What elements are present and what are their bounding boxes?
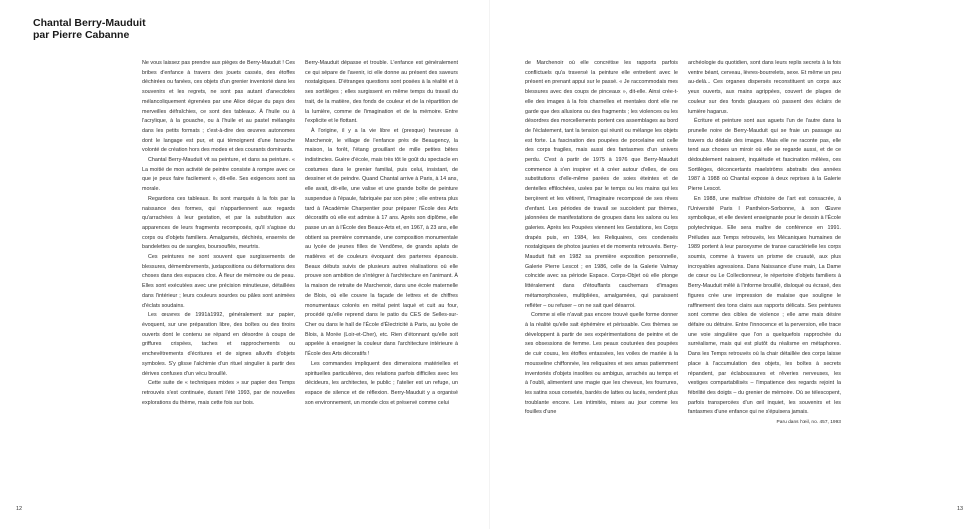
text-column-1	[142, 59, 295, 408]
page-number-right: 13	[957, 506, 964, 512]
paragraph: Les commandes impliquent des dimensions matérielles et spirituelles particulières, des relations parfois difficiles avec les décideurs, les architectes, le public ; l'atelier est un refuge, un espace de silence et de réflexion. Berry-Mauduit y a organisé son environnement, un monde clos et préservé comme celui	[305, 360, 458, 406]
page-number-left: 12	[16, 506, 23, 512]
paragraph: Ne vous laissez pas prendre aux pièges de Berry-Mauduit ! Ces bribes d'enfance à travers des jouets cassés, des étoffes déchirées ou fanées, ces objets d'un grenier inventorié dans les souvenirs et les regrets, ne sont pas autant d'anecdotes mélancoliquement égrenées par une Alice déçue du pays des merveilles défraîchies, ce sont des tableaux. À l'huile ou à l'acrylique, à la gouache, ou à l'huile et au pastel mélangés dans les petits formats ; c'est-à-dire des œuvres autonomes dont le langage est pur, et qui témoignent d'une farouche volonté de création hors des modes et des courants dominants.	[142, 60, 295, 154]
paragraph: de Marchenoir où elle concrétise les rapports parfois conflictuels qu'a traversé la peinture elle entretient avec le présent en prenant appui sur le passé. « Je raccommodais mes blessures avec des coups de pinceaux », dit-elle. Ainsi crée-t-elle des images à la fois charnelles et mentales dont elle ne garde que des allusions ou des fragments ; les violences ou les désordres des morcellements portent ces assemblages au bord de l'éclatement, tant la tension qui réunit ou mélange les objets est forte. La fascination des poupées de porcelaine est celle des corps fragiles, mais aussi des fantasmes d'un univers perdu. C'est à partir de 1975 à 1976 que Berry-Mauduit commence à s'en inspirer et à créer autour d'elles, de ces substitutions d'elle-même parées de soies éteintes et de dentelles effilochées, usées par le temps ou les mains qui les berçèrent et les vêtirent, l'imaginaire recomposé de ses rêves d'enfant. Les périodes de travail se succèdent par thèmes, jalonnées de manifestations de groupes dans les salons ou les galeries. Après les Poupées viennent les Gestations, les Corps drapés puis, en 1984, les Reliquaires, ces condensés nostalgiques de photos jaunies et de moments retrouvés. Berry-Mauduit fait en 1982 sa première exposition personnelle, Galerie Pierre Lescot ; en 1986, celle de la Galerie Valmay colncide avec sa période Espace. Corps-Objet où elle plonge littéralement dans d'étouffants cauchemars d'images métamorphosées, multipliées, amalgamées, qui paraissent refléter – ou refuser – on ne sait quel désarroi.	[525, 60, 678, 309]
paragraph: Berry-Mauduit dépasse et trouble. L'enfance est généralement ce qui sépare de l'avenir, ici elle donne au présent des saveurs nostalgiques. D'étranges questions sont posées à la réalité et à ses sortilèges ; elles surgissent en même temps du travail du trait, de la matière, des fonds de couleur et de la répartition de la lumière, comme de l'imagination et de la mémoire. Entre l'explicite et le flottant.	[305, 60, 458, 125]
paragraph: Ces peintures ne sont souvent que surgissements de blessures, démembrements, juxtapositions ou déformations des choses dans des espaces clos. À fleur de mémoire ou de peau. Elles sont exécutées avec une précision minutieuse, détaillées dans l'intérieur ; leurs couleurs sourdes ou pâles sont animées d'éclats soudains.	[142, 254, 295, 309]
article-header	[33, 17, 146, 41]
paragraph: Chantal Berry-Mauduit vit sa peinture, et dans sa peinture. « La moitié de mon activité de peintre consiste à rompre avec ce que je peux faire facilement », dit-elle. Ses exigences sont sa morale.	[142, 157, 295, 193]
paragraph: Comme si elle n'avait pas encore trouvé quelle forme donner à la réalité qu'elle sait éphémère et périssable. Ces thèmes se développent à partir de ses expérimentations de peintre et de ses obsessions de femme. Les peaux couturées des poupées de cuir cousu, les étoffes entassées, les voiles de mariée à la mousseline chiffonnée, les reliquaires et ses amas patiemment inventoriés d'objets insolites ou ambigus, arrachés au temps et à l'oubli, alimentent une magie que les cheveux, les fourrures, les satins sous corsetés, bardés de lattes ou lacés, rendent plus troublante encore. Les intimités, mises au jour comme les fouilles d'une	[525, 312, 678, 416]
paragraph: À l'origine, il y a la vie libre et (presque) heureuse à Marchenoir, le village de l'enfance près de Beaugency, la maison, la forêt, l'étang grouillant de mille petites bêtes indistinctes. Guère d'école, mais très tôt le goût du spectacle en costumes dans le grenier familial, puis celui, insistant, de dessiner et de peindre. Quand Chantal arrive à Paris, à 14 ans, elle avait, dit-elle, une valise et une grande boîte de peinture suspendue à l'épaule, fabriquée par son père ; elle entrera plus tard à l'Académie Charpentier pour préparer l'École des Arts décoratifs où elle est admise à 17 ans. Après son diplôme, elle passe un an à l'École des Beaux-Arts et, en 1967, à 23 ans, elle obtient sa première commande, une composition monumentale au lycée de jeunes filles de Vendôme, de grands aplats de matières et de couleurs évoquant des parterres épanouis. Beaux débuts suivis de plusieurs autres réalisations où elle prouve son ambition de s'intégrer à l'architecture en l'animant. À la maison de retraite de Marchenoir, dans une école maternelle de Blois, où elle couvre la façade de lettres et de chiffres monumentaux colorés en métal peint laqué et cuit au four, procédé qu'elle reprend dans le patio du CES de Selles-sur-Cher ou dans le hall de l'École d'Électricité à Paris, au lycée de Blois, à Morée (Loir-et-Cher), etc. Rien d'étonnant qu'elle soit appelée à enseigner la couleur dans l'architecture intérieure à l'École des Arts décoratifs !	[305, 127, 458, 358]
article-title: Chantal Berry-Mauduit	[33, 17, 146, 29]
paragraph: archéologie du quotidien, sont dans leurs replis secrets à la fois ventre béant, cerveau, lèvres-bourrelets, sexe. Et même un peu au-delà... Ces organes dispersés reconstituent un corps aux yeux ouverts, aux mains agrippées, couvert de plages de couleur sur des fonds glauques où passent des éclairs de lumière hagarus.	[688, 60, 841, 115]
paragraph: Cette suite de « techniques mixtes » sur papier des Temps retrouvés s'est continuée, durant l'été 1993, par de nouvelles explorations du thème, mais cette fois sur bois.	[142, 380, 295, 406]
text-column-3	[525, 59, 678, 418]
paragraph: Écriture et peinture sont aux aguets l'un de l'autre dans la prunelle noire de Berry-Mauduit qui se fraie un passage au travers du dédale des images. Mais elle ne raconte pas, elle tend aux choses un miroir où elle se regarde aussi, et de ce dédoublement naissent, inquiétude et fascination mêlées, ces Sortilèges, déconcertants maelströms abstraits des années 1987 à 1988 où Chantal expose à deux reprises à la Galerie Pierre Lescot.	[688, 118, 841, 193]
source-credit: Paru dans l'œil, no. 457, 1993	[776, 420, 841, 426]
paragraph: Les œuvres de 1991à1992, généralement sur papier, évoquent, sur une préparation libre, des boîtes ou des tiroirs ouverts dont le contenu se répand en désordre à coups de griffures crispées, taches et rapprochements ou enchevêtrements d'écritures et de signes alluvifs d'objets symboles. S'y glisse l'alchimie d'un rituel singulier à partir des dérives confuses d'un vécu brouillé.	[142, 312, 295, 377]
text-column-4	[688, 59, 841, 427]
paragraph: En 1988, une maîtrise d'histoire de l'art est consacrée, à l'Université Paris I Panthéon-Sorbonne, à son Œuvre symbolique, et elle devient enseignante pour le dessin à l'École polytechnique. Elle sera maître de conférence en 1991. Préludes aux Temps retrouvés, les Mécaniques humaines de 1989 portent à leur paroxysme de transe caractérielle les corps soumis, comme à travers un prisme de cruauté, aux plus incroyables agressions. Dans Naissance d'une main, La Dame de cœur ou Le Collectionneur, le répertoire d'objets familiers à Berry-Mauduit mêlé à l'informe brouillé, disloqué ou écrasé, des figures crée une impression de malaise que souligne le raffinement des tons clairs aux rapports délicats. Ses peintures sont comme des cibles de violence ; elle ame mais désire défaire ou détruire. Entre l'innocence et la perversion, elle trace une voie singulière que l'on a quelquefois rapprochée du surréalisme, mais qui est plutôt du réalisme en métaphores. Dans les Temps retrouvés où la chair détaillée des corps laisse place à l'accumulation des objets, les boîtes à secrets répandent, par éclaboussures et rêveries nerveuses, les vestiges compartabilisés – l'impatience des regards rejoint la fébrilité des doigts – du grenier de mémoire. Où se télescopent, parfois transpercées d'un œil inquiet, les souvenirs et les fantasmes d'une enfance qui ne s'épuisera jamais.	[688, 195, 841, 416]
page-gutter	[489, 0, 490, 529]
text-column-2	[305, 59, 458, 408]
paragraph: Regardons ces tableaux. Ils sont marqués à la fois par la naissance des formes, qui n'appartiennent aux regards qu'arrachées à leur gestation, et par la substitution aux apparences de leurs fragments recomposés, qu'il s'agisse du corps ou d'objets familiers. Amalgamés, déchirés, enserrés de bandelettes ou de sangles, boursouflés, meurtris.	[142, 195, 295, 251]
article-byline: par Pierre Cabanne	[33, 29, 130, 41]
